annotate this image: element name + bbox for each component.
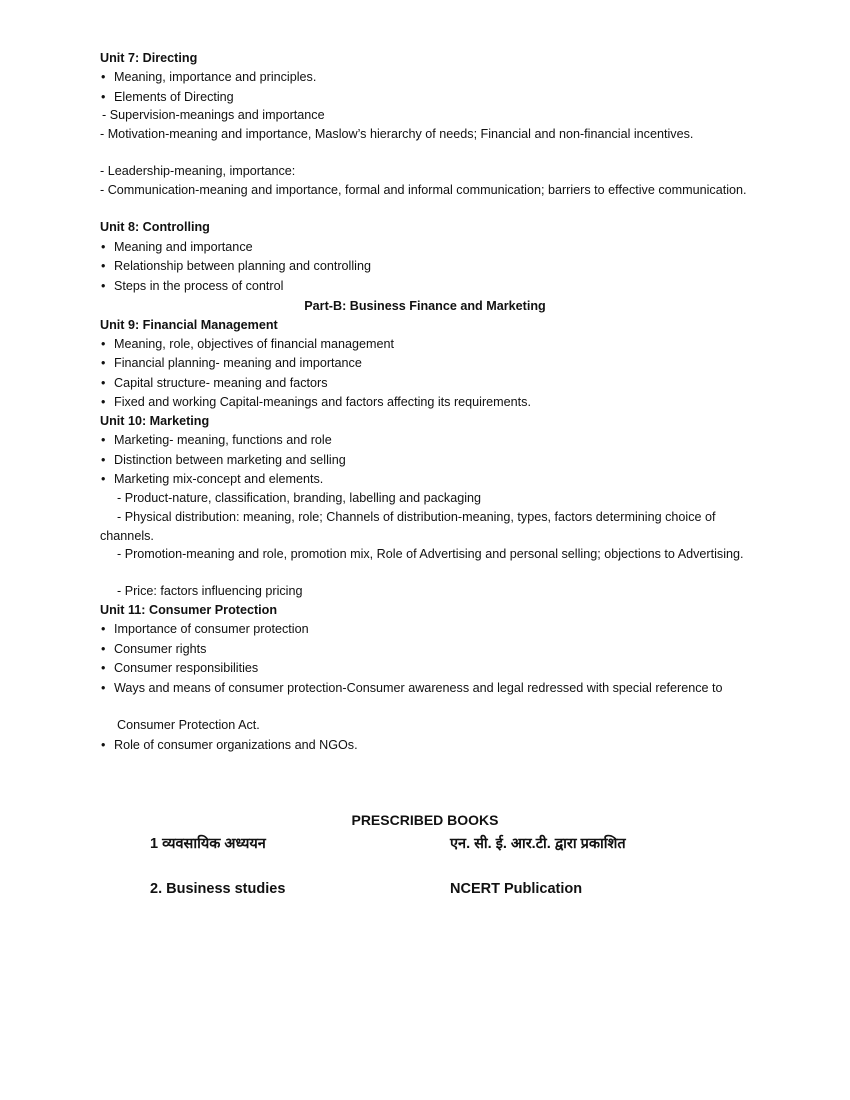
list-subitem: - Promotion-meaning and role, promotion mix, Role of Advertising and personal selling; objections to Advertising. <box>117 547 744 561</box>
book2-publisher: NCERT Publication <box>450 881 583 897</box>
list-item: • Marketing mix-concept and elements. <box>100 470 764 489</box>
list-subitem: - Motivation-meaning and importance, Maslow’s hierarchy of needs; Financial and non-financial incentives. <box>100 127 694 141</box>
book2-title: 2. Business studies <box>150 881 286 897</box>
list-item: • Meaning, importance and principles. <box>100 68 764 87</box>
book1-title: 1 व्यवसायिक अध्ययन <box>150 836 266 852</box>
list-subitem: - Price: factors influencing pricing <box>117 584 303 598</box>
list-item: • Elements of Directing <box>100 88 764 107</box>
unit10-heading: Unit 10: Marketing <box>100 414 210 428</box>
list-item <box>100 679 748 698</box>
unit11-heading: Unit 11: Consumer Protection <box>100 603 278 617</box>
list-item: • Distinction between marketing and selling <box>100 451 764 470</box>
book1-publisher: एन. सी. ई. आर.टी. द्वारा प्रकाशित <box>450 836 626 852</box>
list-item: • Importance of consumer protection <box>100 620 764 639</box>
list-item: • Consumer rights <box>100 640 764 659</box>
list-subitem: - Supervision-meanings and importance <box>102 108 325 122</box>
list-item: • Capital structure- meaning and factors <box>100 374 764 393</box>
unit7-heading: Unit 7: Directing <box>100 51 198 65</box>
list-item: • Relationship between planning and controlling <box>100 257 764 276</box>
list-item: • Role of consumer organizations and NGOs. <box>100 736 764 755</box>
list-item: • Financial planning- meaning and importance <box>100 354 764 373</box>
bullet-icon: • <box>101 681 106 695</box>
list-item: • Steps in the process of control <box>100 277 764 296</box>
unit9-heading: Unit 9: Financial Management <box>100 318 278 332</box>
list-item: • Consumer responsibilities <box>100 659 764 678</box>
list-item-continuation: Consumer Protection Act. <box>117 718 260 732</box>
prescribed-books-heading: PRESCRIBED BOOKS <box>351 812 499 828</box>
list-subitem: - Communication-meaning and importance, formal and informal communication; barriers to effective communication. <box>100 183 747 197</box>
part-b-heading: Part-B: Business Finance and Marketing <box>304 299 546 313</box>
list-item: • Marketing- meaning, functions and role <box>100 431 764 450</box>
list-subitem: - Leadership-meaning, importance: <box>100 164 296 178</box>
list-item: • Meaning and importance <box>100 238 764 257</box>
list-subitem: - Physical distribution: meaning, role; Channels of distribution-meaning, types, factors determining choice of channels. <box>100 510 716 543</box>
list-item: • Meaning, role, objectives of financial management <box>100 335 764 354</box>
unit8-heading: Unit 8: Controlling <box>100 220 210 234</box>
list-subitem: - Product-nature, classification, branding, labelling and packaging <box>117 491 482 505</box>
list-item: • Fixed and working Capital-meanings and factors affecting its requirements. <box>100 393 764 412</box>
list-item-text: Ways and means of consumer protection-Consumer awareness and legal redressed with special reference to <box>114 681 723 695</box>
